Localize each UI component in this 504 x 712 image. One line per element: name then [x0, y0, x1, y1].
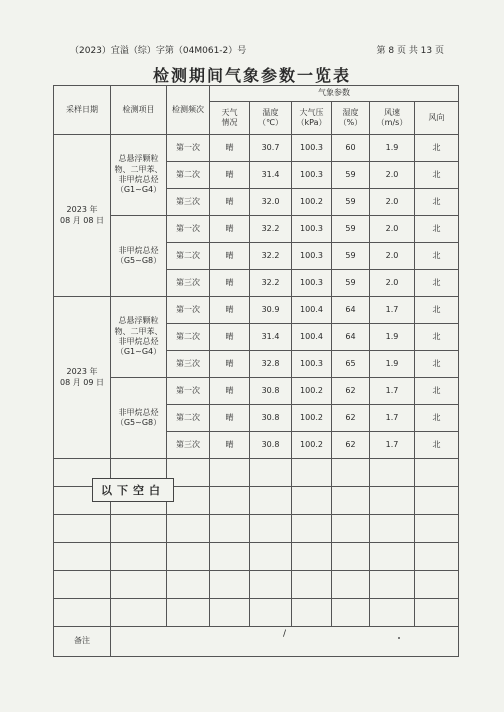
- pressure-cell: 100.2: [292, 432, 332, 459]
- frequency-cell: 第一次: [167, 135, 210, 162]
- humidity-cell: 59: [332, 162, 370, 189]
- wind-speed-cell: 1.7: [370, 297, 415, 324]
- pressure-cell: 100.4: [292, 324, 332, 351]
- temperature-cell: 30.9: [250, 297, 292, 324]
- table-row: [54, 378, 459, 405]
- header-item: 检测项目: [111, 86, 167, 135]
- blank-cell: [167, 571, 210, 599]
- wind-speed-cell: 2.0: [370, 189, 415, 216]
- temperature-cell: 31.4: [250, 324, 292, 351]
- blank-cell: [332, 459, 370, 487]
- remark-value: /: [283, 629, 287, 639]
- blank-cell: [210, 487, 250, 515]
- blank-cell: [210, 571, 250, 599]
- sampling-date: 2023 年 08 月 09 日: [54, 297, 111, 459]
- blank-cell: [167, 515, 210, 543]
- blank-row: [54, 599, 459, 627]
- humidity-cell: 64: [332, 297, 370, 324]
- blank-cell: [415, 599, 459, 627]
- blank-cell: [332, 571, 370, 599]
- frequency-cell: 第二次: [167, 405, 210, 432]
- wind-direction-cell: 北: [415, 378, 459, 405]
- blank-row: [54, 571, 459, 599]
- blank-cell: [415, 459, 459, 487]
- blank-row: [54, 515, 459, 543]
- wind-direction-cell: 北: [415, 297, 459, 324]
- blank-cell: [415, 515, 459, 543]
- wind-speed-cell: 2.0: [370, 216, 415, 243]
- blank-cell: [54, 543, 111, 571]
- wind-speed-cell: 2.0: [370, 270, 415, 297]
- header-wind-speed: 风速 （m/s）: [370, 102, 415, 135]
- blank-cell: [370, 515, 415, 543]
- blank-cell: [370, 599, 415, 627]
- humidity-cell: 65: [332, 351, 370, 378]
- blank-cell: [250, 599, 292, 627]
- frequency-cell: 第二次: [167, 324, 210, 351]
- weather-cell: 晴: [210, 378, 250, 405]
- wind-speed-cell: 2.0: [370, 162, 415, 189]
- blank-cell: [250, 543, 292, 571]
- weather-cell: 晴: [210, 297, 250, 324]
- blank-cell: [292, 487, 332, 515]
- scan-dot: [398, 637, 400, 639]
- header-frequency: 检测频次: [167, 86, 210, 135]
- wind-direction-cell: 北: [415, 216, 459, 243]
- blank-row: [54, 543, 459, 571]
- temperature-cell: 32.8: [250, 351, 292, 378]
- weather-cell: 晴: [210, 432, 250, 459]
- blank-cell: [292, 543, 332, 571]
- weather-cell: 晴: [210, 189, 250, 216]
- sampling-date: 2023 年 08 月 08 日: [54, 135, 111, 297]
- weather-cell: 晴: [210, 351, 250, 378]
- humidity-cell: 62: [332, 432, 370, 459]
- wind-direction-cell: 北: [415, 432, 459, 459]
- test-item: 非甲烷总烃 （G5~G8）: [111, 378, 167, 459]
- humidity-cell: 59: [332, 243, 370, 270]
- temperature-cell: 31.4: [250, 162, 292, 189]
- weather-cell: 晴: [210, 405, 250, 432]
- blank-cell: [111, 515, 167, 543]
- blank-cell: [250, 571, 292, 599]
- blank-cell: [54, 599, 111, 627]
- weather-cell: 晴: [210, 216, 250, 243]
- pressure-cell: 100.3: [292, 351, 332, 378]
- page-info: 第 8 页 共 13 页: [376, 46, 444, 56]
- remark-row: [54, 627, 459, 657]
- frequency-cell: 第三次: [167, 189, 210, 216]
- blank-cell: [111, 543, 167, 571]
- blank-cell: [332, 543, 370, 571]
- frequency-cell: 第二次: [167, 162, 210, 189]
- test-item: 总悬浮颗粒 物、二甲苯、 非甲烷总烃 （G1~G4）: [111, 135, 167, 216]
- blank-cell: [332, 599, 370, 627]
- weather-cell: 晴: [210, 135, 250, 162]
- humidity-cell: 62: [332, 405, 370, 432]
- blank-cell: [415, 571, 459, 599]
- temperature-cell: 30.8: [250, 405, 292, 432]
- pressure-cell: 100.2: [292, 189, 332, 216]
- humidity-cell: 59: [332, 216, 370, 243]
- weather-cell: 晴: [210, 243, 250, 270]
- wind-speed-cell: 2.0: [370, 243, 415, 270]
- header-pressure: 大气压 （kPa）: [292, 102, 332, 135]
- wind-direction-cell: 北: [415, 189, 459, 216]
- temperature-cell: 32.2: [250, 270, 292, 297]
- blank-cell: [292, 599, 332, 627]
- weather-cell: 晴: [210, 324, 250, 351]
- frequency-cell: 第三次: [167, 351, 210, 378]
- blank-cell: [54, 571, 111, 599]
- weather-cell: 晴: [210, 270, 250, 297]
- header-temperature: 温度 （℃）: [250, 102, 292, 135]
- blank-cell: [167, 599, 210, 627]
- blank-cell: [111, 599, 167, 627]
- blank-cell: [54, 515, 111, 543]
- pressure-cell: 100.3: [292, 216, 332, 243]
- wind-direction-cell: 北: [415, 243, 459, 270]
- blank-cell: [370, 487, 415, 515]
- blank-cell: [332, 487, 370, 515]
- header-date: 采样日期: [54, 86, 111, 135]
- humidity-cell: 60: [332, 135, 370, 162]
- blank-cell: [292, 515, 332, 543]
- humidity-cell: 62: [332, 378, 370, 405]
- pressure-cell: 100.3: [292, 135, 332, 162]
- humidity-cell: 59: [332, 270, 370, 297]
- frequency-cell: 第二次: [167, 243, 210, 270]
- header-wind-direction: 风向: [415, 102, 459, 135]
- blank-cell: [250, 515, 292, 543]
- wind-direction-cell: 北: [415, 351, 459, 378]
- frequency-cell: 第三次: [167, 270, 210, 297]
- blank-cell: [292, 459, 332, 487]
- blank-cell: [415, 543, 459, 571]
- blank-cell: [292, 571, 332, 599]
- temperature-cell: 32.2: [250, 216, 292, 243]
- wind-speed-cell: 1.9: [370, 135, 415, 162]
- wind-speed-cell: 1.7: [370, 378, 415, 405]
- blank-cell: [370, 571, 415, 599]
- pressure-cell: 100.2: [292, 405, 332, 432]
- wind-speed-cell: 1.7: [370, 405, 415, 432]
- temperature-cell: 30.8: [250, 378, 292, 405]
- header-weather: 天气 情况: [210, 102, 250, 135]
- blank-cell: [167, 543, 210, 571]
- pressure-cell: 100.3: [292, 270, 332, 297]
- weather-cell: 晴: [210, 162, 250, 189]
- blank-cell: [210, 459, 250, 487]
- blank-cell: [332, 515, 370, 543]
- table-row: [54, 216, 459, 243]
- pressure-cell: 100.2: [292, 378, 332, 405]
- test-item: 非甲烷总烃 （G5~G8）: [111, 216, 167, 297]
- blank-cell: [370, 543, 415, 571]
- temperature-cell: 30.7: [250, 135, 292, 162]
- page-title: 检测期间气象参数一览表: [152, 66, 351, 85]
- blank-cell: [210, 599, 250, 627]
- blank-cell: [210, 543, 250, 571]
- wind-direction-cell: 北: [415, 270, 459, 297]
- frequency-cell: 第一次: [167, 378, 210, 405]
- wind-speed-cell: 1.9: [370, 351, 415, 378]
- table-row: [54, 297, 459, 324]
- blank-cell: [370, 459, 415, 487]
- pressure-cell: 100.3: [292, 162, 332, 189]
- meteorological-table: [53, 85, 459, 657]
- humidity-cell: 64: [332, 324, 370, 351]
- wind-direction-cell: 北: [415, 324, 459, 351]
- humidity-cell: 59: [332, 189, 370, 216]
- frequency-cell: 第一次: [167, 216, 210, 243]
- blank-cell: [210, 515, 250, 543]
- frequency-cell: 第三次: [167, 432, 210, 459]
- blank-cell: [111, 571, 167, 599]
- blank-below-stamp: 以下空白: [92, 478, 174, 502]
- test-item: 总悬浮颗粒 物、二甲苯、 非甲烷总烃 （G1~G4）: [111, 297, 167, 378]
- temperature-cell: 32.0: [250, 189, 292, 216]
- blank-cell: [415, 487, 459, 515]
- temperature-cell: 30.8: [250, 432, 292, 459]
- wind-direction-cell: 北: [415, 162, 459, 189]
- temperature-cell: 32.2: [250, 243, 292, 270]
- document-number: （2023）宜溢（综）字第（04M061-2）号: [70, 46, 247, 56]
- pressure-cell: 100.3: [292, 243, 332, 270]
- blank-cell: [250, 487, 292, 515]
- wind-direction-cell: 北: [415, 405, 459, 432]
- frequency-cell: 第一次: [167, 297, 210, 324]
- header-humidity: 湿度 （%）: [332, 102, 370, 135]
- remark-label: 备注: [54, 627, 111, 657]
- header-met-params: 气象参数: [210, 86, 459, 102]
- wind-speed-cell: 1.7: [370, 432, 415, 459]
- wind-speed-cell: 1.9: [370, 324, 415, 351]
- wind-direction-cell: 北: [415, 135, 459, 162]
- blank-cell: [250, 459, 292, 487]
- table-row: [54, 135, 459, 162]
- pressure-cell: 100.4: [292, 297, 332, 324]
